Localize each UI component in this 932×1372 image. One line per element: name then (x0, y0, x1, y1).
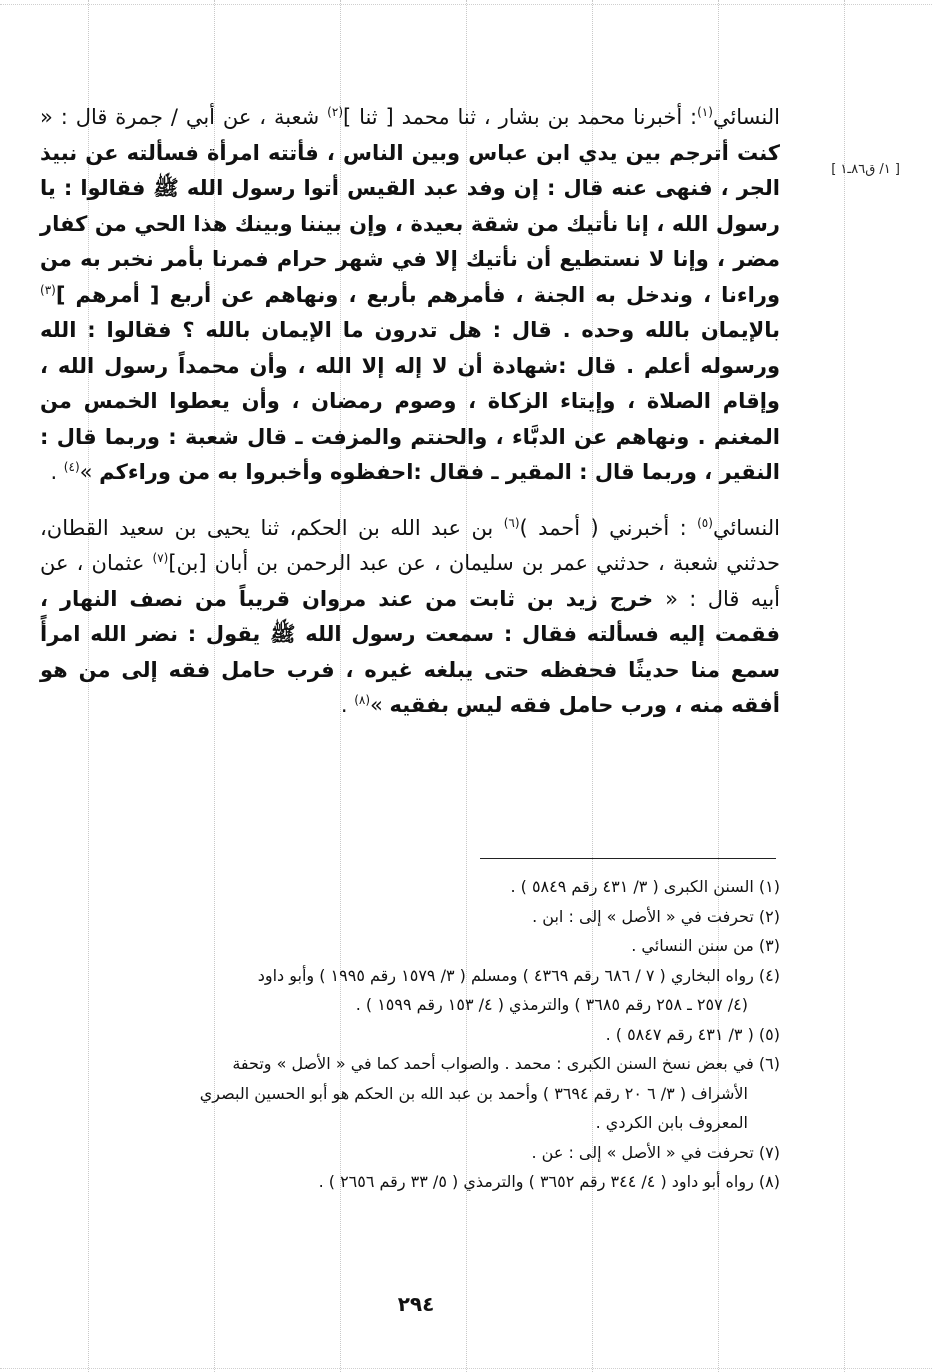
margin-manuscript-reference: [ ١/ ق٨٦ـ١ ] (831, 162, 900, 177)
footnotes (40, 872, 780, 1197)
main-text (40, 100, 780, 724)
footnote-2: (٢) تحرفت في « الأصل » إلى : ابن . (532, 906, 780, 926)
footnote-7: (٧) تحرفت في « الأصل » إلى : عن . (531, 1142, 780, 1162)
hadith-text: كنت أترجم بين يدي ابن عباس وبين الناس ، فأتته امرأة فسألته عن نبيذ الجر ، فنهى عنه قال : إن وفد عبد القيس أتوا رسول الله ﷺ فقالوا : يا رسول الله ، إنا نأتيك من شقة بعيدة ، وإن بيننا وبينك هذا الحي من كفار مضر ، وإنا لا نستطيع أن نأتيك إلا في شهر حرام فمرنا بأمر نخبر به من وراءنا ، وندخل به الجنة ، فأمرهم بأربع ، ونهاهم عن أربع [ أمرهم ] (40, 140, 780, 307)
hadith-text: خرج زيد بن ثابت من عند مروان قريباً من نصف النهار ، فقمت إليه فسألته فقال : سمعت رسول الله ﷺ يقول : نضر الله امرأً سمع منا حديثًا فحفظه حتى يبلغه غيره ، فرب حامل فقه إلى من هو أفقه منه ، ورب حامل فقه ليس بفقيه (40, 586, 780, 717)
footnote-6: (٦) في بعض نسخ السنن الكبرى : محمد . والصواب أحمد كما في « الأصل » وتحفة (232, 1054, 780, 1073)
footnote-ref-1: (١) (697, 105, 713, 119)
footnote-6-cont: الأشراف ( ٣/ ٦ ٢٠ رقم ٣٦٩٤ ) وأحمد بن عبد الله بن الحكم هو أبو الحسين البصري (199, 1083, 748, 1103)
footnote-ref-2: (٢) (327, 105, 343, 119)
hadith-paragraph-1: النسائي$^{(١)}$: أخبرنا محمد بن بشار ، ثنا محمد [ ثنا ]$^{(٢)}$ شعبة ، عن أبي / جمرة قال : « كنت أترجم بين يدي ابن عباس وبين الناس ، فأتته امرأة فسألته عن نبيذ الجر ، فنهى عنه قال : إن وفد عبد القيس أتوا رسول الله ﷺ فقالوا : يا رسول الله ، إنا نأتيك من شقة بعيدة ، وإن بيننا وبينك هذا الحي من كفار مضر ، وإنا لا نستطيع أن نأتيك إلا في شهر حرام فمرنا بأمر نخبر به من وراءنا ، وندخل به الجنة ، فأمرهم بأربع ، ونهاهم عن أربع [ أمرهم ]$^{(٣)}$ بالإيمان بالله وحده . قال : هل تدرون ما الإيمان بالله ؟ فقالوا : الله ورسوله أعلم . قال :شهادة أن لا إله إلا الله ، وأن محمداً رسول الله ، وإقام الصلاة ، وإيتاء الزكاة ، وصوم رمضان ، وأن يعطوا الخمس من المغنم . ونهاهم عن الدبَّاء ، والحنتم والمزفت ـ قال شعبة : وربما قال : النقير ، وربما قال : المقير ـ فقال :احفظوه وأخبروا به من وراءكم »$^{(٤)}$ . (40, 105, 780, 484)
footnote-ref-4: (٤) (63, 460, 80, 474)
footnote-ref-6: (٦) (503, 515, 520, 530)
page-number: ٢٩٤ (397, 1292, 435, 1316)
footnote-ref-3: (٣) (40, 282, 56, 297)
footnote-1: (١) السنن الكبرى ( ٣/ ٤٣١ رقم ٥٨٤٩ ) . (510, 877, 780, 896)
footnote-3: (٣) من سنن النسائي . (631, 936, 780, 955)
footnote-5: (٥) ( ٣/ ٤٣١ رقم ٥٨٤٧ ) . (605, 1024, 780, 1044)
footnote-4-cont: (٤/ ٢٥٧ ـ ٢٥٨ رقم ٣٦٨٥ ) والترمذي ( ٤/ ١٥٣ رقم ١٥٩٩ ) . (355, 995, 748, 1014)
footnote-ref-8: (٨) (354, 693, 371, 707)
footnote-8: (٨) رواه أبو داود ( ٤/ ٣٤٤ رقم ٣٦٥٢ ) والترمذي ( ٥/ ٣٣ رقم ٢٦٥٦ ) . (318, 1172, 780, 1191)
footnote-ref-7: (٧) (152, 551, 169, 565)
footnote-separator (480, 858, 776, 859)
hadith-text-cont: بالإيمان بالله وحده . قال : هل تدرون ما الإيمان بالله ؟ فقالوا : الله ورسوله أعلم . قال :شهادة أن لا إله إلا الله ، وأن محمداً رسول الله ، وإقام الصلاة ، وإيتاء الزكاة ، وصوم رمضان ، وأن يعطوا الخمس من المغنم . ونهاهم عن الدبَّاء ، والحنتم والمزفت ـ قال شعبة : وربما قال : النقير ، وربما قال : المقير ـ فقال :احفظوه وأخبروا به من وراءكم (40, 318, 780, 484)
footnote-ref-5: (٥) (697, 515, 713, 530)
footnote-4: (٤) رواه البخاري ( ٧ / ٦٨٦ رقم ٤٣٦٩ ) ومسلم ( ٣/ ١٥٧٩ رقم ١٩٩٥ ) وأبو داود (257, 965, 780, 985)
hadith-paragraph-2: النسائي$^{(٥)}$ : أخبرني ( أحمد )$^{(٦)}$ بن عبد الله بن الحكم، ثنا يحيى بن سعيد القطان، حدثني شعبة ، حدثني عمر بن سليمان ، عن عبد الرحمن بن أبان [بن]$^{(٧)}$ عثمان ، عن أبيه قال : « خرج زيد بن ثابت من عند مروان قريباً من نصف النهار ، فقمت إليه فسألته فقال : سمعت رسول الله ﷺ يقول : نضر الله امرأً سمع منا حديثًا فحفظه حتى يبلغه غيره ، فرب حامل فقه إلى من هو أفقه منه ، ورب حامل فقه ليس بفقيه »$^{(٨)}$ . (40, 515, 780, 717)
footnote-6-cont-2: المعروف بابن الكردي . (595, 1113, 748, 1132)
